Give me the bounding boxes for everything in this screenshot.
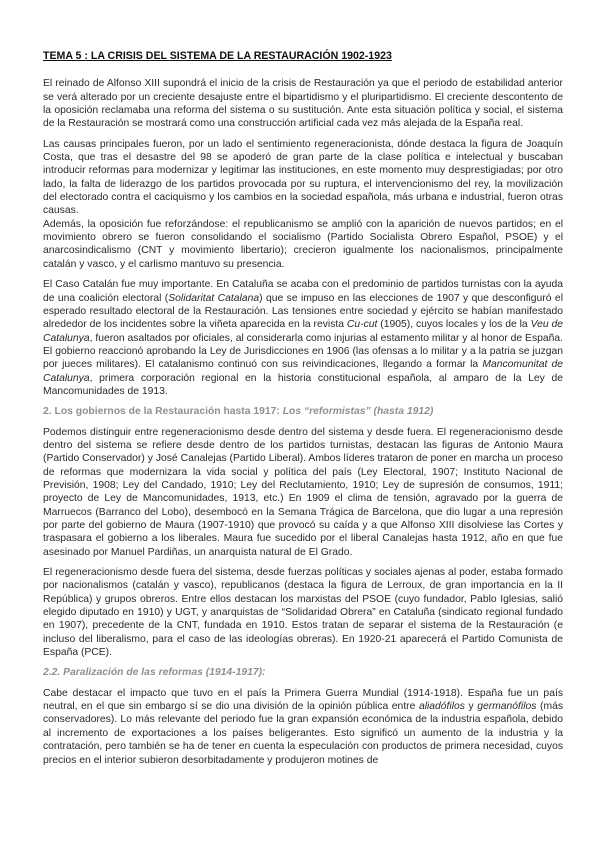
- paragraph-opposition: Además, la oposición fue reforzándose: el republicanismo se amplió con la aparición de nuevos partidos; en el movimiento obrero se fueron consolidando el socialismo (Partido Socialista Obrero Español, PSOE) y el anarcosindicalismo (CNT y movimiento libertario); crecieron igualmente los nacionalismos, principalmente catalán y vasco, y el carlismo mantuvo su presencia.: [43, 218, 563, 270]
- paragraph-causes: Las causas principales fueron, por un lado el sentimiento regeneracionista, dónde destaca la figura de Joaquín Costa, que tras el desastre del 98 se apoderó de gran parte de la clase política e intelectual y buscaban introducir reformas para modernizar y legitimar las instituciones, en este momento muy desprestigiadas; por otro lado, la falta de liderazgo de los partidos provocada por su ruptura, el intervencionismo del rey, la movilización del electorado contra el caciquismo y los cambios en la sociedad española, más urbana e industrial, fueron otras causas.: [43, 138, 563, 217]
- paragraph-world-war: Cabe destacar el impacto que tuvo en el país la Primera Guerra Mundial (1914-1918). España fue un país neutral, en el que sin embargo sí se dio una división de la opinión pública entre aliadófilos y germanófilos (más conservadores). Lo más relevante del periodo fue la gran expansión económica de la industria española, debido al incremento de exportaciones a los países beligerantes. Esto significó un aumento de la industria y la contratación, pero también se ha de tener en cuenta la especulación con productos de primera necesidad, cuyos precios en el interior subieron desorbitadamente y produjeron motines de: [43, 687, 564, 766]
- document-page: [43, 50, 563, 774]
- paragraph-catalan-case: El Caso Catalán fue muy importante. En Cataluña se acaba con el predominio de partidos turnistas con la ayuda de una coalición electoral (Solidaritat Catalana) que se impuso en las elecciones de 1907 y que desconfiguró el esperado resultado electoral de la Restauración. Las tensiones entre sociedad y ejército se habían manifestado alrededor de los incidentes sobre la viñeta aparecida en la revista Cu-cut (1905), cuyos locales y los de la Veu de Catalunya, fueron asaltados por oficiales, al considerarla como injurias al estamento militar y al honor de España. El gobierno reaccionó aprobando la Ley de Jurisdicciones en 1906 (las ofensas a lo militar y a la patria se juzgan por jueces militares). El catalanismo continuó con sus reivindicaciones, llegando a formar la Mancomunitat de Catalunya, primera corporación regional en la historia constitucional española, al amparo de la Ley de Mancomunidades de 1913.: [43, 279, 563, 397]
- paragraph-intro: El reinado de Alfonso XIII supondrá el inicio de la crisis de Restauración ya que el periodo de estabilidad anterior se verá alterado por un creciente desajuste entre el bipartidismo y el pluripartidismo. El creciente descontento de la oposición reclamaba una reforma del sistema o su sustitución. Ante esta situación política y social, el sistema de la Restauración se mostrará como una construcción artificial cada vez más alejada de la España real.: [43, 78, 563, 130]
- page-title: TEMA 5 : LA CRISIS DEL SISTEMA DE LA RESTAURACIÓN 1902-1923: [43, 50, 392, 62]
- section-heading-paralysis: 2.2. Paralización de las reformas (1914-1917):: [43, 667, 266, 679]
- section-heading-reformists: 2. Los gobiernos de la Restauración hasta 1917: Los “reformistas” (hasta 1912): [43, 406, 434, 418]
- paragraph-regeneracionismo-inside: Podemos distinguir entre regeneracionismo desde dentro del sistema y desde fuera. El regeneracionismo desde dentro del sistema se refiere desde dentro de los partidos turnistas, destacan las figuras de Antonio Maura (Partido Conservador) y José Canalejas (Partido Liberal). Ambos líderes trataron de poner en marcha un proceso de reformas que modernizara la vida social y política del país (Ley Electoral, 1907; Instituto Nacional de Previsión, 1908; Ley del Candado, 1910; Ley del Reclutamiento, 1910; Ley de supresión de consumos, 1911; proyecto de Ley de Mancomunidades, 1913, etc.) En 1909 el clima de tensión, agravado por la guerra de Marruecos (Barranco del Lobo), desembocó en la Semana Trágica de Barcelona, que dio lugar a una represión por parte del gobierno de Maura (1907-1910) que provocó su caída y a que Alfonso XIII disolviese las Cortes y traspasara el gobierno a los liberales. Maura fue sucedido por el liberal Canalejas hasta 1912, año en que fue asesinado por Manuel Pardiñas, un anarquista natural de El Grado.: [43, 426, 563, 558]
- paragraph-regeneracionismo-outside: El regeneracionismo desde fuera del sistema, desde fuerzas políticas y sociales ajenas al poder, estaba formado por nacionalismos (catalán y vasco), republicanos (destaca la figura de Lerroux, de gran importancia en la II República) y grupos obreros. Entre ellos destacan los marxistas del PSOE (cuyo fundador, Pablo Iglesias, salió elegido diputado en 1910) y UGT, y anarquistas de “Solidaridad Obrera” en Cataluña (sindicato regional fundado en 1907), precedente de la CNT, fundada en 1910. Estos tratan de separar el sistema de la Restauración (e incluso del liberalismo, para el caso de las ideologías obreras). En 1920-21 aparecerá el Partido Comunista de España (PCE).: [43, 567, 563, 659]
